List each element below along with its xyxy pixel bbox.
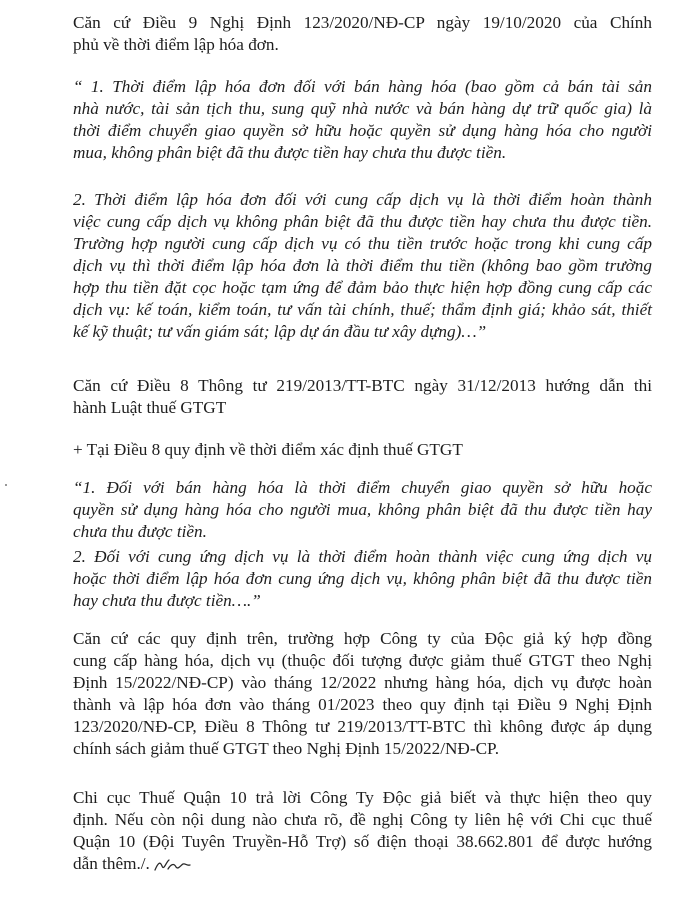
closing-text: dẫn thêm./. (73, 854, 150, 873)
text-line: việc cung cấp dịch vụ không phân biệt đã thu được tiền hay chưa thu được tiền. (73, 212, 652, 231)
text-line (28, 853, 652, 875)
text-line: chính sách giảm thuế GTGT theo Nghị Định 15/2022/NĐ-CP. (73, 739, 499, 758)
text-line: hoặc thời điểm lập hóa đơn cung ứng dịch vụ, không phân biệt đã thu được tiền (73, 569, 652, 588)
scan-speck (5, 484, 7, 486)
text-line: dịch vụ thì thời điểm lập hóa đơn là thời điểm thu tiền (không bao gồm trường (73, 256, 652, 275)
text-line: + Tại Điều 8 quy định về thời điểm xác định thuế GTGT (73, 440, 463, 459)
text-line: hành Luật thuế GTGT (73, 398, 227, 417)
paragraph-legal-basis-decree-123 (28, 12, 652, 56)
text-line: 2. Thời điểm lập hóa đơn đối với cung cấp dịch vụ là thời điểm hoàn thành (73, 190, 652, 209)
text-line: dịch vụ: kế toán, kiểm toán, tư vấn tài chính, thuế; thẩm định giá; khảo sát, thiết (73, 300, 652, 319)
paragraph-article-8 (28, 439, 652, 461)
quote-article-8-clause-2 (28, 546, 652, 612)
text-line: Chi cục Thuế Quận 10 trả lời Công Ty Độc giả biết và thực hiện theo quy (73, 788, 652, 807)
text-line: phủ về thời điểm lập hóa đơn. (73, 35, 279, 54)
text-line: 123/2020/NĐ-CP, Điều 8 Thông tư 219/2013/TT-BTC thì không được áp dụng (73, 717, 652, 736)
text-line: quyền sử dụng hàng hóa cho người mua, không phân biệt đã thu được tiền hay (73, 500, 652, 519)
text-line: “1. Đối với bán hàng hóa là thời điểm chuyển giao quyền sở hữu hoặc (73, 478, 652, 497)
text-line: cung cấp hàng hóa, dịch vụ (thuộc đối tượng được giảm thuế GTGT theo Nghị (73, 651, 652, 670)
text-line: nhà nước, tài sản tịch thu, sung quỹ nhà nước và bán hàng dự trữ quốc gia) là (73, 99, 652, 118)
paragraph-legal-basis-circular-219 (28, 375, 652, 419)
text-line: chưa thu được tiền. (73, 522, 207, 541)
initials-signature-icon (152, 857, 192, 873)
text-line: Định 15/2022/NĐ-CP) vào tháng 12/2022 nhưng hàng hóa, dịch vụ được hoàn (73, 673, 652, 692)
text-line: Căn cứ các quy định trên, trường hợp Công ty của Độc giả ký hợp đồng (73, 629, 652, 648)
text-line: 2. Đối với cung ứng dịch vụ là thời điểm hoàn thành việc cung ứng dịch vụ (73, 547, 652, 566)
text-line: hợp thu tiền đặt cọc hoặc tạm ứng để đảm bảo thực hiện hợp đồng cung cấp các (73, 278, 652, 297)
text-line: mua, không phân biệt đã thu được tiền hay chưa thu được tiền. (73, 143, 507, 162)
text-line: định. Nếu còn nội dung nào chưa rõ, đề nghị Công ty liên hệ với Chi cục thuế (73, 810, 652, 829)
quote-clause-1-goods (28, 76, 652, 164)
quote-clause-2-services (28, 189, 652, 343)
text-line: hay chưa thu được tiền….” (73, 591, 261, 610)
text-line: “ 1. Thời điểm lập hóa đơn đối với bán hàng hóa (bao gồm cả bán tài sản (73, 77, 652, 96)
text-line: Căn cứ Điều 8 Thông tư 219/2013/TT-BTC ngày 31/12/2013 hướng dẫn thi (73, 376, 652, 395)
text-line: Trường hợp người cung cấp dịch vụ có thu tiền trước hoặc trong khi cung cấp (73, 234, 652, 253)
text-line: thời điểm chuyển giao quyền sở hữu hoặc quyền sử dụng hàng hóa cho người (73, 121, 652, 140)
paragraph-conclusion (28, 628, 652, 760)
text-line: kế kỹ thuật; tư vấn giám sát; lập dự án đầu tư xây dựng)…” (73, 322, 487, 341)
paragraph-closing (28, 787, 652, 875)
quote-article-8-clause-1 (28, 477, 652, 543)
text-line: thành và lập hóa đơn vào tháng 01/2023 theo quy định tại Điều 9 Nghị Định (73, 695, 652, 714)
text-line: Căn cứ Điều 9 Nghị Định 123/2020/NĐ-CP ngày 19/10/2020 của Chính (73, 13, 652, 32)
text-line: Quận 10 (Đội Tuyên Truyền-Hỗ Trợ) số điện thoại 38.662.801 để được hướng (73, 832, 652, 851)
